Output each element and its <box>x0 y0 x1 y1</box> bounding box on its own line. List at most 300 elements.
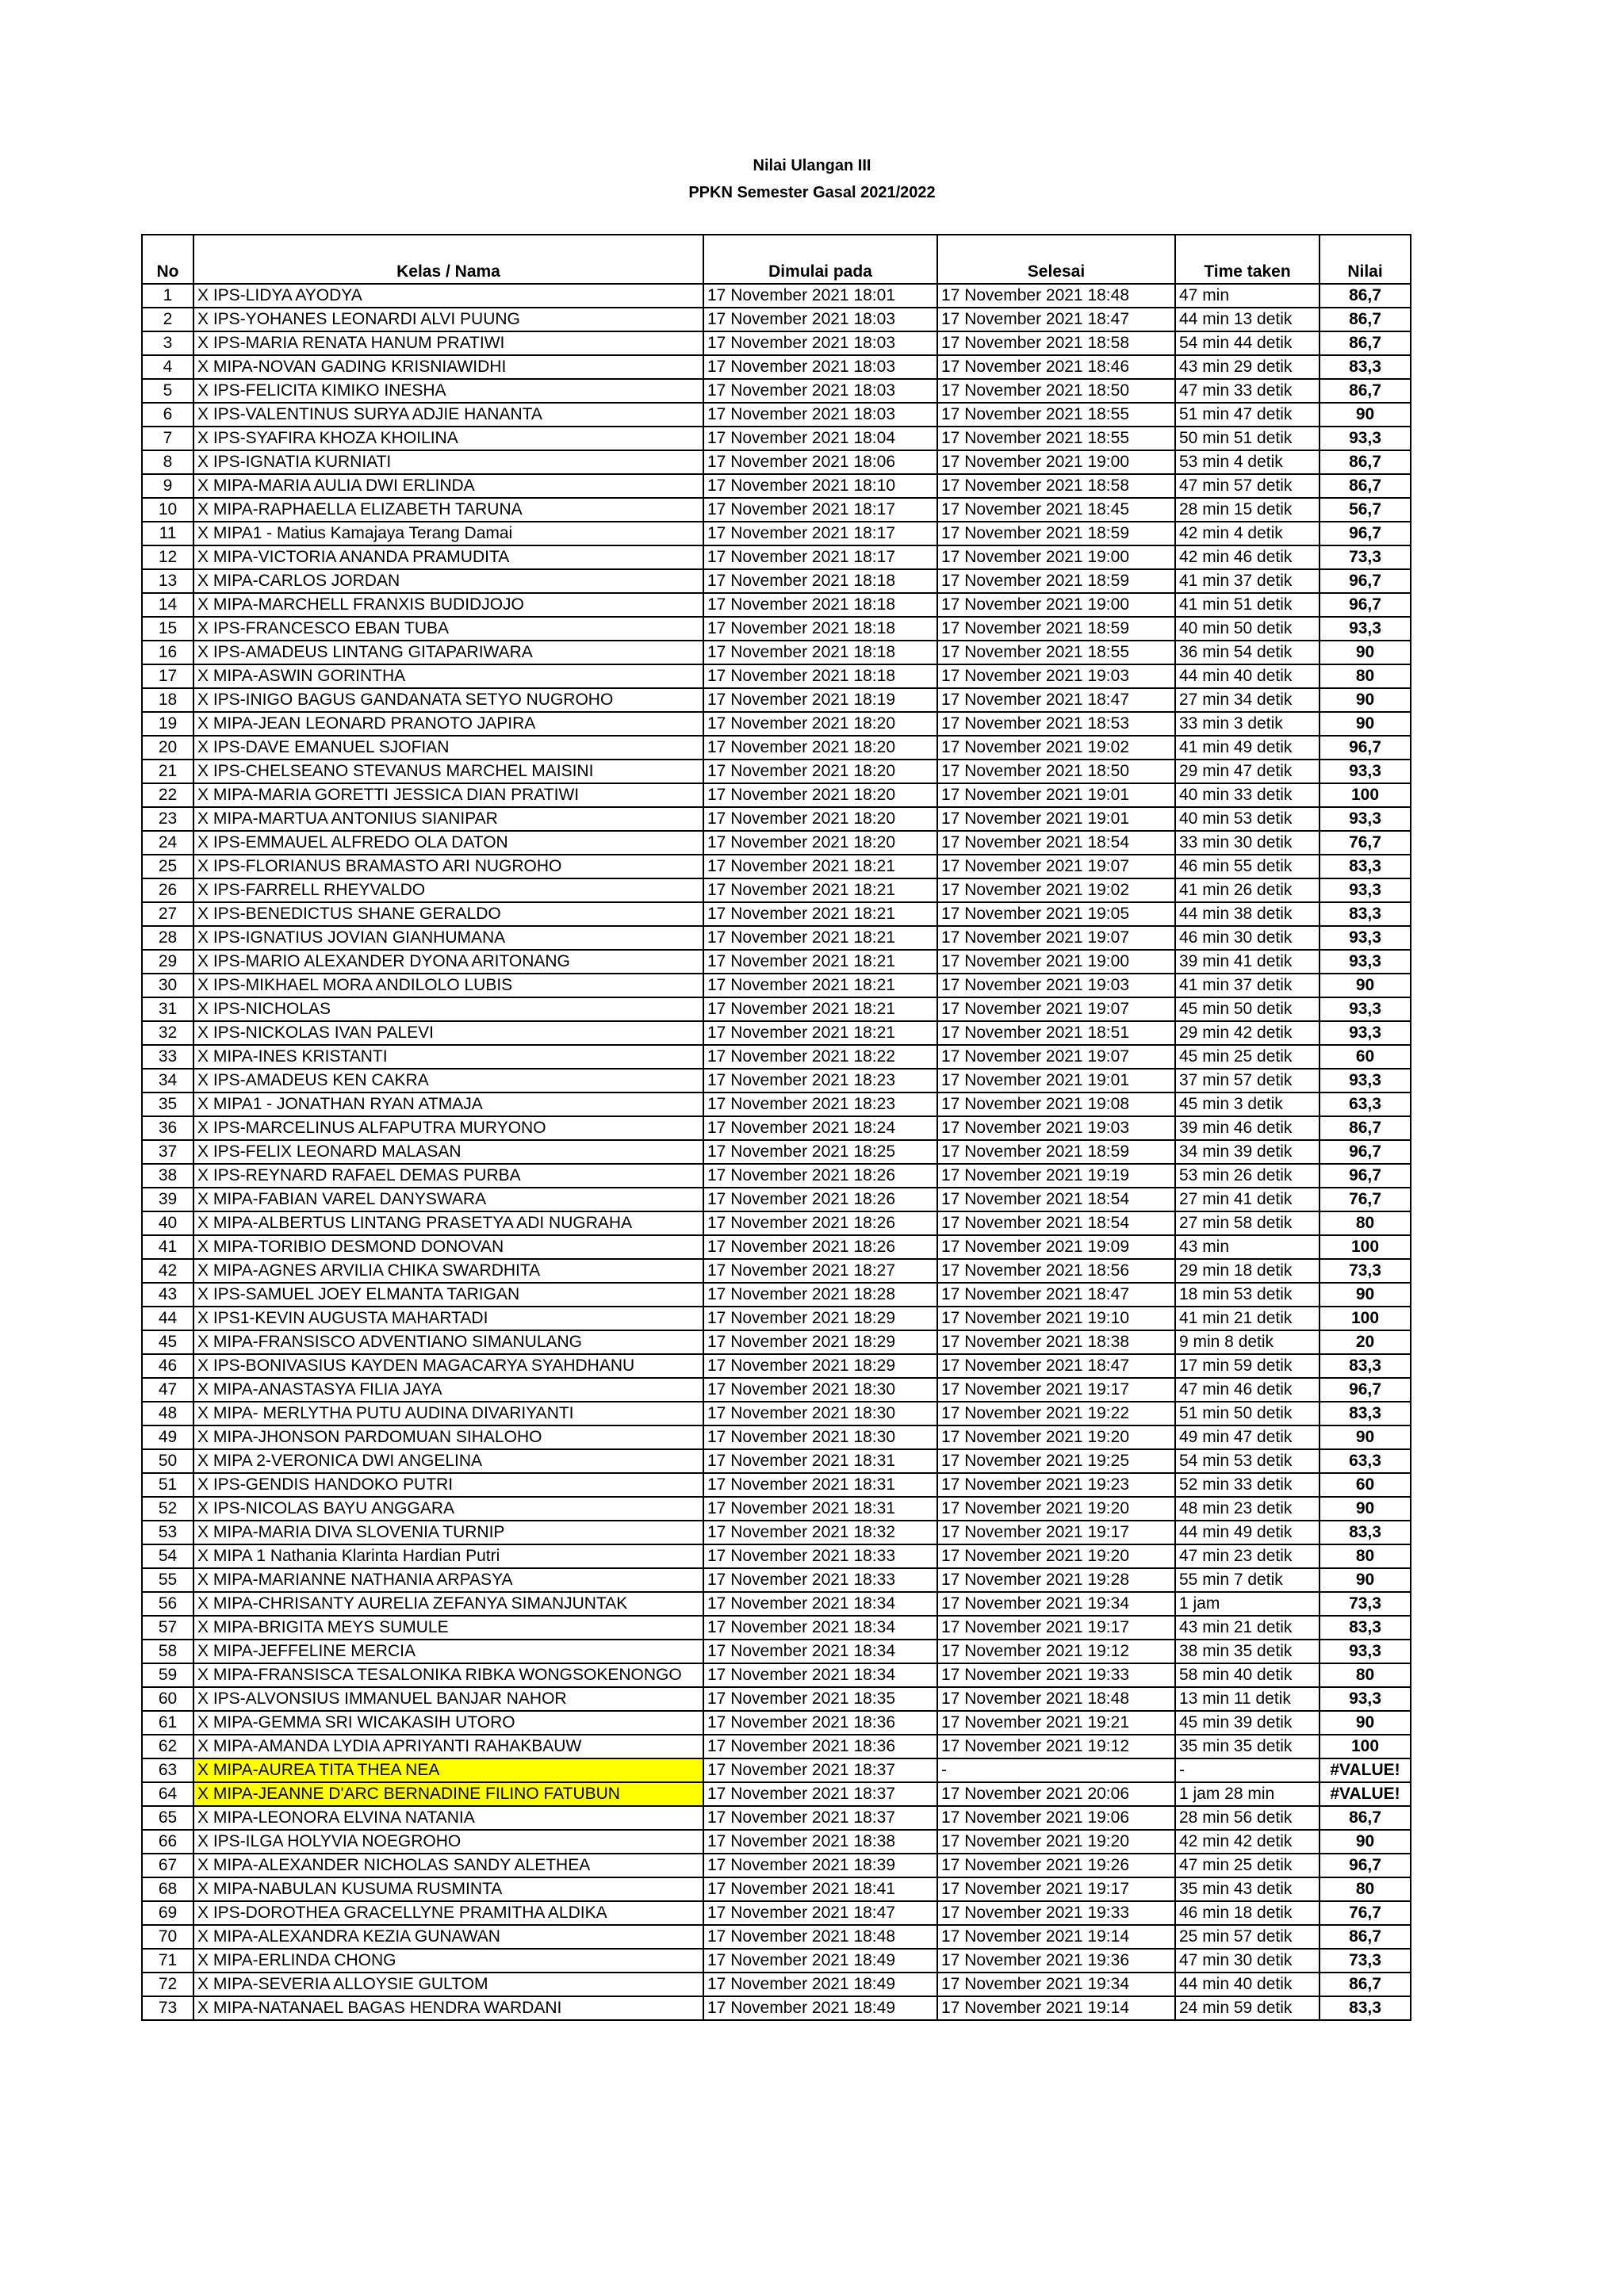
table-row <box>142 522 1411 545</box>
table-row <box>142 1259 1411 1283</box>
row-score: #VALUE! <box>1320 1758 1411 1782</box>
row-number: 61 <box>142 1711 193 1735</box>
row-started-at: 17 November 2021 18:10 <box>703 474 937 498</box>
table-row <box>142 450 1411 474</box>
row-time-taken: 50 min 51 detik <box>1175 427 1320 450</box>
row-score: 90 <box>1320 641 1411 664</box>
row-class-name: X IPS-FARRELL RHEYVALDO <box>193 878 703 902</box>
row-finished-at: 17 November 2021 19:03 <box>937 664 1175 688</box>
row-number: 11 <box>142 522 193 545</box>
row-started-at: 17 November 2021 18:48 <box>703 1925 937 1949</box>
row-class-name: X MIPA-ALEXANDRA KEZIA GUNAWAN <box>193 1925 703 1949</box>
row-finished-at: 17 November 2021 19:20 <box>937 1544 1175 1568</box>
table-row <box>142 284 1411 308</box>
row-finished-at: 17 November 2021 19:00 <box>937 593 1175 617</box>
table-row <box>142 1854 1411 1877</box>
row-score: 93,3 <box>1320 760 1411 783</box>
row-time-taken: 36 min 54 detik <box>1175 641 1320 664</box>
row-number: 8 <box>142 450 193 474</box>
table-row <box>142 1925 1411 1949</box>
row-score: 83,3 <box>1320 902 1411 926</box>
row-class-name: X MIPA-MARIA GORETTI JESSICA DIAN PRATIWI <box>193 783 703 807</box>
row-number: 54 <box>142 1544 193 1568</box>
table-row <box>142 855 1411 878</box>
row-finished-at: 17 November 2021 19:12 <box>937 1640 1175 1663</box>
row-number: 26 <box>142 878 193 902</box>
row-started-at: 17 November 2021 18:26 <box>703 1235 937 1259</box>
row-number: 9 <box>142 474 193 498</box>
row-number: 37 <box>142 1140 193 1164</box>
row-class-name: X MIPA-GEMMA SRI WICAKASIH UTORO <box>193 1711 703 1735</box>
row-number: 13 <box>142 569 193 593</box>
row-class-name: X IPS-BONIVASIUS KAYDEN MAGACARYA SYAHDHANU <box>193 1354 703 1378</box>
row-score: 80 <box>1320 1663 1411 1687</box>
row-time-taken: 43 min 29 detik <box>1175 355 1320 379</box>
row-score: 93,3 <box>1320 997 1411 1021</box>
row-number: 23 <box>142 807 193 831</box>
row-finished-at: 17 November 2021 19:01 <box>937 1069 1175 1093</box>
row-class-name: X IPS-ILGA HOLYVIA NOEGROHO <box>193 1830 703 1854</box>
row-number: 53 <box>142 1521 193 1544</box>
table-row <box>142 997 1411 1021</box>
row-time-taken: 43 min 21 detik <box>1175 1616 1320 1640</box>
row-class-name: X IPS-IGNATIA KURNIATI <box>193 450 703 474</box>
row-started-at: 17 November 2021 18:22 <box>703 1045 937 1069</box>
row-finished-at: 17 November 2021 18:48 <box>937 1687 1175 1711</box>
table-row <box>142 498 1411 522</box>
row-time-taken: 28 min 56 detik <box>1175 1806 1320 1830</box>
row-number: 68 <box>142 1877 193 1901</box>
row-time-taken: 47 min 25 detik <box>1175 1854 1320 1877</box>
row-finished-at: 17 November 2021 18:50 <box>937 760 1175 783</box>
row-score: 100 <box>1320 1735 1411 1758</box>
table-row <box>142 1663 1411 1687</box>
row-time-taken: 47 min 46 detik <box>1175 1378 1320 1402</box>
row-score: 86,7 <box>1320 474 1411 498</box>
row-started-at: 17 November 2021 18:01 <box>703 284 937 308</box>
row-class-name: X IPS-FELIX LEONARD MALASAN <box>193 1140 703 1164</box>
row-class-name: X IPS-MARCELINUS ALFAPUTRA MURYONO <box>193 1116 703 1140</box>
row-class-name: X IPS-LIDYA AYODYA <box>193 284 703 308</box>
row-time-taken: 39 min 41 detik <box>1175 950 1320 974</box>
row-started-at: 17 November 2021 18:49 <box>703 1949 937 1973</box>
row-time-taken: 27 min 34 detik <box>1175 688 1320 712</box>
row-class-name: X MIPA-ALEXANDER NICHOLAS SANDY ALETHEA <box>193 1854 703 1877</box>
row-finished-at: 17 November 2021 19:20 <box>937 1830 1175 1854</box>
row-finished-at: 17 November 2021 19:07 <box>937 997 1175 1021</box>
row-time-taken: 51 min 47 detik <box>1175 403 1320 427</box>
row-score: 96,7 <box>1320 569 1411 593</box>
row-finished-at: 17 November 2021 19:26 <box>937 1854 1175 1877</box>
row-number: 60 <box>142 1687 193 1711</box>
row-started-at: 17 November 2021 18:26 <box>703 1211 937 1235</box>
row-time-taken: 35 min 35 detik <box>1175 1735 1320 1758</box>
row-score: 93,3 <box>1320 1069 1411 1093</box>
row-finished-at: 17 November 2021 19:07 <box>937 1045 1175 1069</box>
row-finished-at: 17 November 2021 19:17 <box>937 1616 1175 1640</box>
row-class-name: X IPS-REYNARD RAFAEL DEMAS PURBA <box>193 1164 703 1188</box>
row-started-at: 17 November 2021 18:21 <box>703 1021 937 1045</box>
row-started-at: 17 November 2021 18:47 <box>703 1901 937 1925</box>
row-time-taken: 29 min 47 detik <box>1175 760 1320 783</box>
row-finished-at: 17 November 2021 19:00 <box>937 450 1175 474</box>
row-class-name: X MIPA-VICTORIA ANANDA PRAMUDITA <box>193 545 703 569</box>
row-class-name: X MIPA-CARLOS JORDAN <box>193 569 703 593</box>
row-finished-at: 17 November 2021 18:58 <box>937 331 1175 355</box>
row-finished-at: 17 November 2021 19:03 <box>937 1116 1175 1140</box>
row-score: 83,3 <box>1320 1354 1411 1378</box>
table-row <box>142 902 1411 926</box>
row-finished-at: 17 November 2021 18:55 <box>937 641 1175 664</box>
row-score: 73,3 <box>1320 1949 1411 1973</box>
row-score: 93,3 <box>1320 1687 1411 1711</box>
row-finished-at: 17 November 2021 18:47 <box>937 688 1175 712</box>
row-started-at: 17 November 2021 18:30 <box>703 1425 937 1449</box>
row-class-name: X MIPA-AUREA TITA THEA NEA <box>193 1758 703 1782</box>
table-row <box>142 1283 1411 1307</box>
row-started-at: 17 November 2021 18:30 <box>703 1402 937 1425</box>
table-row <box>142 807 1411 831</box>
row-number: 15 <box>142 617 193 641</box>
row-class-name: X MIPA-TORIBIO DESMOND DONOVAN <box>193 1235 703 1259</box>
row-class-name: X IPS-AMADEUS KEN CAKRA <box>193 1069 703 1093</box>
row-time-taken: 24 min 59 detik <box>1175 1996 1320 2020</box>
table-row <box>142 1211 1411 1235</box>
row-number: 43 <box>142 1283 193 1307</box>
row-number: 20 <box>142 736 193 760</box>
header-score: Nilai <box>1320 235 1411 284</box>
table-row <box>142 1973 1411 1996</box>
row-time-taken: 44 min 40 detik <box>1175 1973 1320 1996</box>
row-started-at: 17 November 2021 18:41 <box>703 1877 937 1901</box>
row-finished-at: 17 November 2021 19:12 <box>937 1735 1175 1758</box>
row-score: 60 <box>1320 1473 1411 1497</box>
row-started-at: 17 November 2021 18:20 <box>703 760 937 783</box>
row-time-taken: 9 min 8 detik <box>1175 1330 1320 1354</box>
row-number: 34 <box>142 1069 193 1093</box>
row-number: 67 <box>142 1854 193 1877</box>
row-finished-at: 17 November 2021 19:23 <box>937 1473 1175 1497</box>
table-row <box>142 974 1411 997</box>
row-finished-at: 17 November 2021 18:58 <box>937 474 1175 498</box>
row-score: 100 <box>1320 1235 1411 1259</box>
row-class-name: X MIPA-JHONSON PARDOMUAN SIHALOHO <box>193 1425 703 1449</box>
table-row <box>142 569 1411 593</box>
table-row <box>142 1616 1411 1640</box>
table-row <box>142 1164 1411 1188</box>
row-finished-at: 17 November 2021 18:54 <box>937 1211 1175 1235</box>
row-score: 60 <box>1320 1045 1411 1069</box>
row-score: 80 <box>1320 1211 1411 1235</box>
row-number: 5 <box>142 379 193 403</box>
table-row <box>142 641 1411 664</box>
row-time-taken: 18 min 53 detik <box>1175 1283 1320 1307</box>
row-started-at: 17 November 2021 18:21 <box>703 878 937 902</box>
row-started-at: 17 November 2021 18:36 <box>703 1735 937 1758</box>
row-time-taken: 28 min 15 detik <box>1175 498 1320 522</box>
row-class-name: X IPS-FLORIANUS BRAMASTO ARI NUGROHO <box>193 855 703 878</box>
row-started-at: 17 November 2021 18:26 <box>703 1164 937 1188</box>
row-class-name: X MIPA 2-VERONICA DWI ANGELINA <box>193 1449 703 1473</box>
table-row <box>142 1473 1411 1497</box>
table-row <box>142 474 1411 498</box>
row-score: 96,7 <box>1320 1164 1411 1188</box>
row-score: 56,7 <box>1320 498 1411 522</box>
row-time-taken: 43 min <box>1175 1235 1320 1259</box>
row-class-name: X IPS-NICHOLAS <box>193 997 703 1021</box>
table-row <box>142 760 1411 783</box>
row-time-taken: 39 min 46 detik <box>1175 1116 1320 1140</box>
row-number: 65 <box>142 1806 193 1830</box>
row-finished-at: 17 November 2021 19:21 <box>937 1711 1175 1735</box>
row-time-taken: 54 min 53 detik <box>1175 1449 1320 1473</box>
row-number: 24 <box>142 831 193 855</box>
row-score: 96,7 <box>1320 593 1411 617</box>
table-row <box>142 1425 1411 1449</box>
row-time-taken: 25 min 57 detik <box>1175 1925 1320 1949</box>
row-time-taken: 51 min 50 detik <box>1175 1402 1320 1425</box>
table-row <box>142 783 1411 807</box>
row-score: 93,3 <box>1320 807 1411 831</box>
row-time-taken: 47 min 33 detik <box>1175 379 1320 403</box>
table-row <box>142 1592 1411 1616</box>
row-finished-at: 17 November 2021 19:08 <box>937 1093 1175 1116</box>
row-score: 90 <box>1320 403 1411 427</box>
row-started-at: 17 November 2021 18:21 <box>703 855 937 878</box>
row-time-taken: 13 min 11 detik <box>1175 1687 1320 1711</box>
row-class-name: X MIPA-RAPHAELLA ELIZABETH TARUNA <box>193 498 703 522</box>
table-row <box>142 1449 1411 1473</box>
table-row <box>142 545 1411 569</box>
row-started-at: 17 November 2021 18:49 <box>703 1996 937 2020</box>
row-finished-at: 17 November 2021 19:00 <box>937 950 1175 974</box>
row-time-taken: 1 jam 28 min <box>1175 1782 1320 1806</box>
row-number: 27 <box>142 902 193 926</box>
row-class-name: X MIPA-FABIAN VAREL DANYSWARA <box>193 1188 703 1211</box>
row-finished-at: 17 November 2021 19:36 <box>937 1949 1175 1973</box>
row-score: 76,7 <box>1320 1901 1411 1925</box>
row-started-at: 17 November 2021 18:37 <box>703 1758 937 1782</box>
row-time-taken: 53 min 4 detik <box>1175 450 1320 474</box>
row-class-name: X MIPA-JEAN LEONARD PRANOTO JAPIRA <box>193 712 703 736</box>
row-score: 86,7 <box>1320 1925 1411 1949</box>
row-class-name: X MIPA 1 Nathania Klarinta Hardian Putri <box>193 1544 703 1568</box>
row-time-taken: 45 min 3 detik <box>1175 1093 1320 1116</box>
row-score: 86,7 <box>1320 1973 1411 1996</box>
row-time-taken: 41 min 49 detik <box>1175 736 1320 760</box>
row-class-name: X IPS1-KEVIN AUGUSTA MAHARTADI <box>193 1307 703 1330</box>
table-row <box>142 1640 1411 1663</box>
row-score: 93,3 <box>1320 1640 1411 1663</box>
row-time-taken: 42 min 46 detik <box>1175 545 1320 569</box>
row-time-taken: 49 min 47 detik <box>1175 1425 1320 1449</box>
row-class-name: X MIPA- MERLYTHA PUTU AUDINA DIVARIYANTI <box>193 1402 703 1425</box>
row-finished-at: 17 November 2021 19:05 <box>937 902 1175 926</box>
row-finished-at: 17 November 2021 19:20 <box>937 1425 1175 1449</box>
row-number: 63 <box>142 1758 193 1782</box>
row-class-name: X IPS-SYAFIRA KHOZA KHOILINA <box>193 427 703 450</box>
row-time-taken: 55 min 7 detik <box>1175 1568 1320 1592</box>
table-row <box>142 1711 1411 1735</box>
row-started-at: 17 November 2021 18:25 <box>703 1140 937 1164</box>
row-finished-at: 17 November 2021 19:17 <box>937 1521 1175 1544</box>
row-class-name: X IPS-YOHANES LEONARDI ALVI PUUNG <box>193 308 703 331</box>
table-row <box>142 1188 1411 1211</box>
row-class-name: X MIPA-FRANSISCO ADVENTIANO SIMANULANG <box>193 1330 703 1354</box>
row-started-at: 17 November 2021 18:23 <box>703 1093 937 1116</box>
row-time-taken: 47 min 30 detik <box>1175 1949 1320 1973</box>
table-row <box>142 1093 1411 1116</box>
row-number: 29 <box>142 950 193 974</box>
row-class-name: X IPS-EMMAUEL ALFREDO OLA DATON <box>193 831 703 855</box>
row-started-at: 17 November 2021 18:23 <box>703 1069 937 1093</box>
row-finished-at: 17 November 2021 19:33 <box>937 1663 1175 1687</box>
row-score: 83,3 <box>1320 1616 1411 1640</box>
row-class-name: X IPS-SAMUEL JOEY ELMANTA TARIGAN <box>193 1283 703 1307</box>
row-time-taken: 38 min 35 detik <box>1175 1640 1320 1663</box>
row-time-taken: 44 min 40 detik <box>1175 664 1320 688</box>
row-time-taken: 41 min 21 detik <box>1175 1307 1320 1330</box>
row-score: 93,3 <box>1320 1021 1411 1045</box>
table-row <box>142 926 1411 950</box>
table-row <box>142 1544 1411 1568</box>
document-title: Nilai Ulangan III <box>753 157 871 174</box>
row-number: 57 <box>142 1616 193 1640</box>
row-time-taken: 45 min 39 detik <box>1175 1711 1320 1735</box>
row-number: 4 <box>142 355 193 379</box>
row-number: 55 <box>142 1568 193 1592</box>
row-time-taken: 40 min 53 detik <box>1175 807 1320 831</box>
row-number: 62 <box>142 1735 193 1758</box>
table-row <box>142 379 1411 403</box>
table-row <box>142 1069 1411 1093</box>
row-number: 31 <box>142 997 193 1021</box>
row-class-name: X IPS-DOROTHEA GRACELLYNE PRAMITHA ALDIKA <box>193 1901 703 1925</box>
row-started-at: 17 November 2021 18:21 <box>703 902 937 926</box>
row-finished-at: 17 November 2021 19:34 <box>937 1973 1175 1996</box>
row-time-taken: 45 min 25 detik <box>1175 1045 1320 1069</box>
row-finished-at: - <box>937 1758 1175 1782</box>
header-class-name: Kelas / Nama <box>193 235 703 284</box>
row-score: 63,3 <box>1320 1449 1411 1473</box>
row-score: 80 <box>1320 1544 1411 1568</box>
row-started-at: 17 November 2021 18:04 <box>703 427 937 450</box>
row-score: 93,3 <box>1320 427 1411 450</box>
row-number: 18 <box>142 688 193 712</box>
row-time-taken: 45 min 50 detik <box>1175 997 1320 1021</box>
row-finished-at: 17 November 2021 19:01 <box>937 783 1175 807</box>
table-row <box>142 688 1411 712</box>
row-score: 90 <box>1320 1283 1411 1307</box>
row-number: 14 <box>142 593 193 617</box>
row-finished-at: 17 November 2021 19:17 <box>937 1877 1175 1901</box>
row-time-taken: 17 min 59 detik <box>1175 1354 1320 1378</box>
row-class-name: X MIPA-BRIGITA MEYS SUMULE <box>193 1616 703 1640</box>
row-time-taken: 33 min 3 detik <box>1175 712 1320 736</box>
row-started-at: 17 November 2021 18:29 <box>703 1307 937 1330</box>
table-row <box>142 1758 1411 1782</box>
row-score: #VALUE! <box>1320 1782 1411 1806</box>
row-score: 73,3 <box>1320 1259 1411 1283</box>
table-row <box>142 593 1411 617</box>
row-started-at: 17 November 2021 18:20 <box>703 831 937 855</box>
row-number: 6 <box>142 403 193 427</box>
row-started-at: 17 November 2021 18:19 <box>703 688 937 712</box>
row-finished-at: 17 November 2021 18:59 <box>937 1140 1175 1164</box>
row-score: 96,7 <box>1320 1378 1411 1402</box>
row-number: 59 <box>142 1663 193 1687</box>
table-row <box>142 831 1411 855</box>
row-started-at: 17 November 2021 18:03 <box>703 331 937 355</box>
row-score: 76,7 <box>1320 1188 1411 1211</box>
row-score: 86,7 <box>1320 379 1411 403</box>
row-started-at: 17 November 2021 18:38 <box>703 1830 937 1854</box>
table-row <box>142 1877 1411 1901</box>
table-body <box>142 284 1411 2020</box>
row-class-name: X MIPA-SEVERIA ALLOYSIE GULTOM <box>193 1973 703 1996</box>
row-number: 56 <box>142 1592 193 1616</box>
row-finished-at: 17 November 2021 18:47 <box>937 308 1175 331</box>
row-finished-at: 17 November 2021 18:56 <box>937 1259 1175 1283</box>
row-started-at: 17 November 2021 18:18 <box>703 569 937 593</box>
row-class-name: X MIPA-JEANNE D'ARC BERNADINE FILINO FATUBUN <box>193 1782 703 1806</box>
row-class-name: X MIPA-CHRISANTY AURELIA ZEFANYA SIMANJUNTAK <box>193 1592 703 1616</box>
row-number: 66 <box>142 1830 193 1854</box>
row-finished-at: 17 November 2021 19:09 <box>937 1235 1175 1259</box>
row-finished-at: 17 November 2021 18:38 <box>937 1330 1175 1354</box>
row-score: 76,7 <box>1320 831 1411 855</box>
row-time-taken: - <box>1175 1758 1320 1782</box>
row-started-at: 17 November 2021 18:49 <box>703 1973 937 1996</box>
table-row <box>142 1235 1411 1259</box>
row-time-taken: 52 min 33 detik <box>1175 1473 1320 1497</box>
row-number: 1 <box>142 284 193 308</box>
row-number: 50 <box>142 1449 193 1473</box>
row-class-name: X MIPA1 - JONATHAN RYAN ATMAJA <box>193 1093 703 1116</box>
row-time-taken: 41 min 37 detik <box>1175 569 1320 593</box>
table-row <box>142 1354 1411 1378</box>
row-score: 83,3 <box>1320 855 1411 878</box>
row-finished-at: 17 November 2021 20:06 <box>937 1782 1175 1806</box>
row-class-name: X MIPA-NABULAN KUSUMA RUSMINTA <box>193 1877 703 1901</box>
row-finished-at: 17 November 2021 19:03 <box>937 974 1175 997</box>
row-time-taken: 44 min 49 detik <box>1175 1521 1320 1544</box>
row-score: 80 <box>1320 664 1411 688</box>
row-score: 90 <box>1320 1711 1411 1735</box>
row-finished-at: 17 November 2021 19:14 <box>937 1996 1175 2020</box>
row-started-at: 17 November 2021 18:03 <box>703 403 937 427</box>
row-started-at: 17 November 2021 18:26 <box>703 1188 937 1211</box>
row-number: 16 <box>142 641 193 664</box>
row-number: 22 <box>142 783 193 807</box>
table-row <box>142 712 1411 736</box>
row-number: 45 <box>142 1330 193 1354</box>
row-number: 28 <box>142 926 193 950</box>
row-number: 73 <box>142 1996 193 2020</box>
table-row <box>142 1949 1411 1973</box>
row-time-taken: 41 min 37 detik <box>1175 974 1320 997</box>
row-class-name: X IPS-IGNATIUS JOVIAN GIANHUMANA <box>193 926 703 950</box>
row-started-at: 17 November 2021 18:27 <box>703 1259 937 1283</box>
row-finished-at: 17 November 2021 19:19 <box>937 1164 1175 1188</box>
row-score: 73,3 <box>1320 1592 1411 1616</box>
table-row <box>142 1996 1411 2020</box>
row-started-at: 17 November 2021 18:03 <box>703 379 937 403</box>
table-row <box>142 331 1411 355</box>
table-row <box>142 950 1411 974</box>
row-time-taken: 27 min 58 detik <box>1175 1211 1320 1235</box>
row-score: 73,3 <box>1320 545 1411 569</box>
